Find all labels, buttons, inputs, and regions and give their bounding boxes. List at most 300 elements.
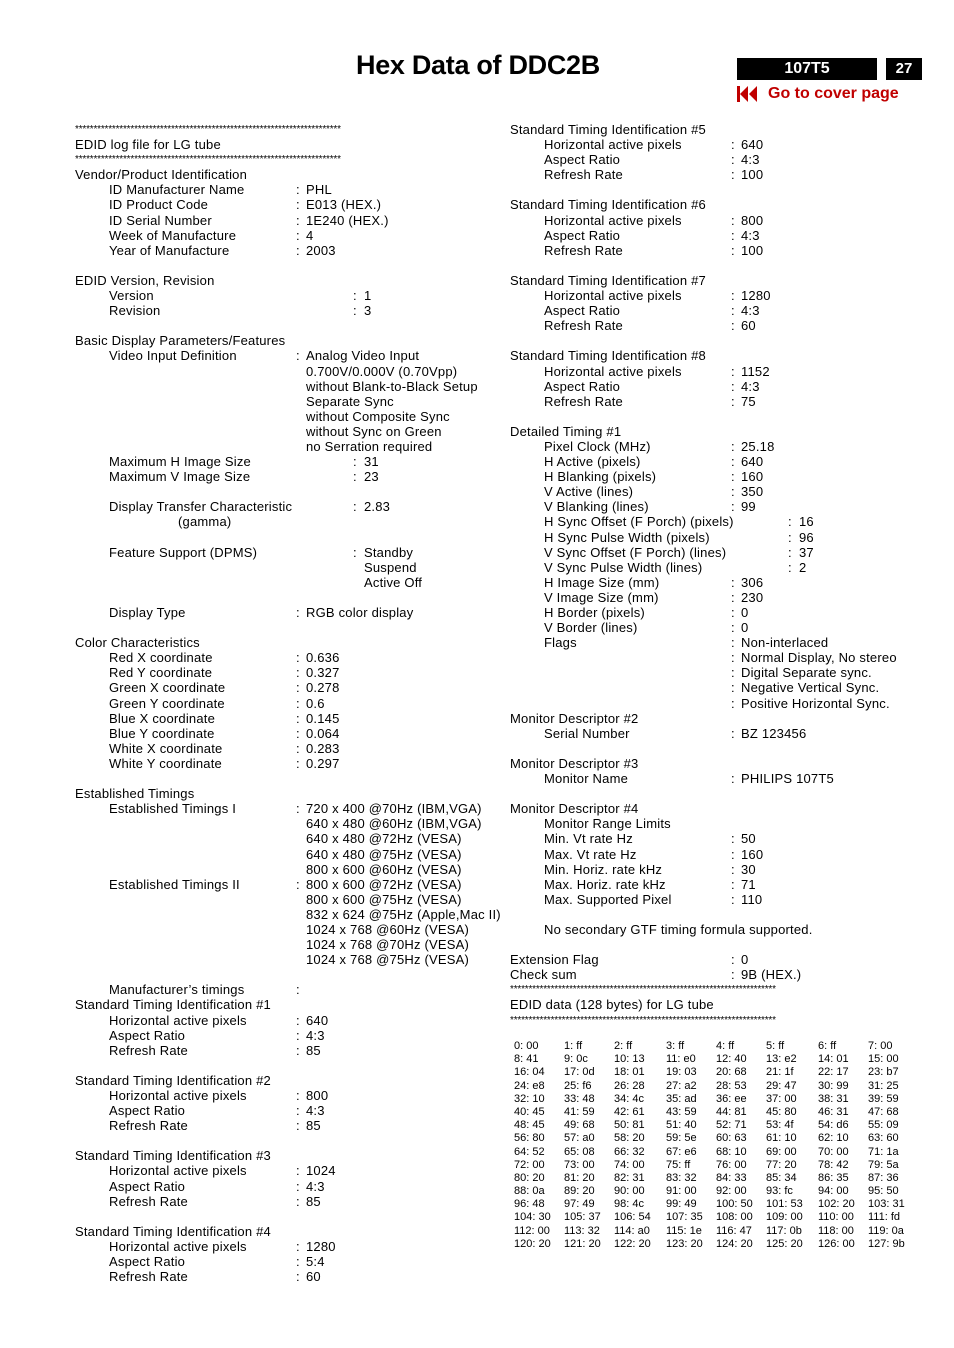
rewind-icon bbox=[737, 86, 759, 102]
colon-separator: : bbox=[296, 1027, 300, 1043]
hex-cell: 10: 13 bbox=[614, 1053, 645, 1066]
field-value: 0 bbox=[741, 952, 749, 968]
section-heading: Standard Timing Identification #1 bbox=[75, 997, 271, 1013]
edid-line bbox=[75, 152, 505, 167]
hex-cell: 79: 5a bbox=[868, 1158, 899, 1171]
field-label: V Image Size (mm) bbox=[544, 589, 659, 605]
hex-cell: 49: 68 bbox=[564, 1119, 595, 1132]
field-value: 2.83 bbox=[364, 499, 391, 515]
hex-cell: 8: 41 bbox=[514, 1053, 539, 1066]
edid-line bbox=[75, 394, 505, 409]
colon-separator: : bbox=[296, 348, 300, 364]
hex-cell: 118: 00 bbox=[818, 1224, 854, 1237]
edid-line bbox=[510, 409, 930, 424]
edid-line bbox=[75, 303, 505, 318]
hex-cell: 39: 59 bbox=[868, 1092, 899, 1105]
hex-cell: 48: 45 bbox=[514, 1119, 545, 1132]
field-label: Aspect Ratio bbox=[544, 378, 621, 394]
hex-cell: 73: 00 bbox=[564, 1158, 595, 1171]
edid-line bbox=[75, 1028, 505, 1043]
hex-cell: 115: 1e bbox=[666, 1224, 702, 1237]
edid-line bbox=[75, 635, 505, 650]
edid-line bbox=[510, 726, 930, 741]
field-label: ID Product Code bbox=[109, 197, 209, 213]
colon-separator: : bbox=[731, 891, 735, 907]
field-value: 4:3 bbox=[306, 1178, 325, 1194]
hex-cell: 113: 32 bbox=[564, 1224, 600, 1237]
edid-line bbox=[75, 484, 505, 499]
hex-cell: 47: 68 bbox=[868, 1105, 899, 1118]
colon-separator: : bbox=[731, 393, 735, 409]
edid-line bbox=[75, 862, 505, 877]
hex-cell: 38: 31 bbox=[818, 1092, 849, 1105]
hex-cell: 25: f6 bbox=[564, 1079, 592, 1092]
edid-line bbox=[75, 726, 505, 741]
edid-line bbox=[510, 318, 930, 333]
hex-cell: 62: 10 bbox=[818, 1132, 849, 1145]
field-value: 350 bbox=[741, 484, 764, 500]
hex-cell: 94: 00 bbox=[818, 1185, 849, 1198]
edid-line bbox=[75, 1254, 505, 1269]
hex-row bbox=[510, 1132, 920, 1145]
field-label: Aspect Ratio bbox=[544, 303, 621, 319]
colon-separator: : bbox=[731, 771, 735, 787]
hex-cell: 117: 0b bbox=[766, 1224, 802, 1237]
field-label: ID Serial Number bbox=[109, 212, 212, 228]
field-label: Green Y coordinate bbox=[109, 695, 225, 711]
hex-cell: 31: 25 bbox=[868, 1079, 899, 1092]
hex-cell: 86: 35 bbox=[818, 1171, 849, 1184]
section-heading: Monitor Descriptor #2 bbox=[510, 710, 639, 726]
field-value: 30 bbox=[741, 861, 756, 877]
colon-separator: : bbox=[353, 469, 357, 485]
colon-separator: : bbox=[731, 499, 735, 515]
edid-line bbox=[75, 1209, 505, 1224]
colon-separator: : bbox=[296, 1193, 300, 1209]
field-value: 640 bbox=[741, 454, 764, 470]
field-value: Negative Vertical Sync. bbox=[741, 680, 880, 696]
colon-separator: : bbox=[296, 695, 300, 711]
edid-line bbox=[510, 530, 930, 545]
hex-cell: 9: 0c bbox=[564, 1053, 588, 1066]
edid-line bbox=[510, 590, 930, 605]
edid-line bbox=[510, 137, 930, 152]
field-label: Max. Supported Pixel bbox=[544, 891, 672, 907]
hex-cell: 2: ff bbox=[614, 1040, 633, 1052]
field-label: Monitor Range Limits bbox=[544, 816, 671, 832]
field-value: without Composite Sync bbox=[306, 408, 450, 424]
field-value: 71 bbox=[741, 876, 756, 892]
colon-separator: : bbox=[296, 1254, 300, 1270]
field-value: 96 bbox=[799, 529, 814, 545]
field-value: 60 bbox=[741, 318, 756, 334]
field-value: 85 bbox=[306, 1042, 321, 1058]
hex-cell: 80: 20 bbox=[514, 1171, 545, 1184]
section-heading: EDID log file for LG tube bbox=[75, 137, 221, 153]
field-value: Positive Horizontal Sync. bbox=[741, 695, 890, 711]
hex-cell: 27: a2 bbox=[666, 1079, 697, 1092]
colon-separator: : bbox=[731, 831, 735, 847]
hex-cell: 64: 52 bbox=[514, 1145, 545, 1158]
edid-line bbox=[75, 333, 505, 348]
hex-cell: 5: ff bbox=[766, 1040, 785, 1052]
field-label: Red Y coordinate bbox=[109, 665, 213, 681]
separator-line: ************************************************************************ bbox=[75, 154, 341, 166]
field-value: 640 x 480 @72Hz (VESA) bbox=[306, 831, 462, 847]
field-label: Blue Y coordinate bbox=[109, 725, 215, 741]
colon-separator: : bbox=[788, 514, 792, 530]
field-label: V Sync Offset (F Porch) (lines) bbox=[544, 544, 727, 560]
section-heading: Standard Timing Identification #2 bbox=[75, 1072, 271, 1088]
hex-cell: 20: 68 bbox=[716, 1066, 747, 1079]
colon-separator: : bbox=[731, 695, 735, 711]
hex-row bbox=[510, 1225, 920, 1238]
field-label: Pixel Clock (MHz) bbox=[544, 438, 651, 454]
field-value: 800 x 600 @72Hz (VESA) bbox=[306, 876, 462, 892]
field-value: RGB color display bbox=[306, 605, 414, 620]
edid-line bbox=[75, 877, 505, 892]
hex-cell: 59: 5e bbox=[666, 1132, 697, 1145]
hex-cell: 85: 34 bbox=[766, 1171, 797, 1184]
field-value: Active Off bbox=[364, 574, 423, 590]
hex-cell: 74: 00 bbox=[614, 1158, 645, 1171]
hex-cell: 33: 48 bbox=[564, 1092, 595, 1105]
hex-row bbox=[510, 1172, 920, 1185]
edid-line bbox=[510, 801, 930, 816]
edid-line bbox=[510, 348, 930, 363]
field-label: Horizontal active pixels bbox=[544, 137, 682, 153]
field-label: (gamma) bbox=[178, 514, 232, 530]
go-to-cover-link[interactable] bbox=[737, 84, 899, 104]
hex-cell: 18: 01 bbox=[614, 1066, 645, 1079]
section-heading: Standard Timing Identification #5 bbox=[510, 122, 706, 137]
hex-row bbox=[510, 1040, 920, 1053]
hex-cell: 32: 10 bbox=[514, 1092, 545, 1105]
hex-cell: 29: 47 bbox=[766, 1079, 797, 1092]
edid-line bbox=[510, 907, 930, 922]
section-heading: Standard Timing Identification #6 bbox=[510, 197, 706, 213]
colon-separator: : bbox=[296, 665, 300, 681]
section-heading: EDID data (128 bytes) for LG tube bbox=[510, 997, 714, 1013]
field-value: 832 x 624 @75Hz (Apple,Mac II) bbox=[306, 906, 501, 922]
hex-cell: 107: 35 bbox=[666, 1211, 703, 1224]
colon-separator: : bbox=[296, 227, 300, 243]
colon-separator: : bbox=[731, 227, 735, 243]
field-label: Horizontal active pixels bbox=[544, 288, 682, 304]
edid-line bbox=[510, 499, 930, 514]
edid-line bbox=[75, 1058, 505, 1073]
colon-separator: : bbox=[731, 167, 735, 183]
colon-separator: : bbox=[296, 725, 300, 741]
field-value: Suspend bbox=[364, 559, 417, 575]
colon-separator: : bbox=[731, 363, 735, 379]
hex-cell: 30: 99 bbox=[818, 1079, 849, 1092]
hex-cell: 12: 40 bbox=[716, 1053, 747, 1066]
field-value: 160 bbox=[741, 846, 764, 862]
edid-line bbox=[510, 379, 930, 394]
hex-row bbox=[510, 1159, 920, 1172]
edid-line bbox=[510, 997, 930, 1012]
hex-row bbox=[510, 1080, 920, 1093]
edid-line bbox=[75, 454, 505, 469]
field-value: Standby bbox=[364, 544, 414, 560]
edid-line bbox=[75, 1179, 505, 1194]
hex-cell: 46: 31 bbox=[818, 1105, 849, 1118]
edid-line bbox=[510, 696, 930, 711]
field-label: H Image Size (mm) bbox=[544, 574, 660, 590]
hex-cell: 13: e2 bbox=[766, 1053, 797, 1066]
colon-separator: : bbox=[731, 665, 735, 681]
field-label: Red X coordinate bbox=[109, 650, 213, 666]
colon-separator: : bbox=[731, 635, 735, 651]
colon-separator: : bbox=[296, 605, 300, 620]
field-label: H Sync Pulse Width (pixels) bbox=[544, 529, 710, 545]
field-value: 1152 bbox=[741, 363, 770, 379]
colon-separator: : bbox=[731, 589, 735, 605]
hex-cell: 88: 0a bbox=[514, 1185, 545, 1198]
colon-separator: : bbox=[731, 288, 735, 304]
field-value: 1024 x 768 @60Hz (VESA) bbox=[306, 921, 470, 937]
edid-line bbox=[510, 364, 930, 379]
edid-line bbox=[510, 786, 930, 801]
field-value: 4:3 bbox=[306, 1027, 325, 1043]
hex-cell: 3: ff bbox=[666, 1040, 685, 1052]
field-value: 99 bbox=[741, 499, 756, 515]
edid-line bbox=[510, 454, 930, 469]
field-value: 800 x 600 @60Hz (VESA) bbox=[306, 861, 462, 877]
hex-cell: 21: 1f bbox=[766, 1066, 794, 1079]
hex-cell: 50: 81 bbox=[614, 1119, 645, 1132]
hex-cell: 109: 00 bbox=[766, 1211, 803, 1224]
field-value: 306 bbox=[741, 574, 764, 590]
edid-line bbox=[75, 258, 505, 273]
colon-separator: : bbox=[731, 846, 735, 862]
field-value: without Sync on Green bbox=[306, 423, 442, 439]
edid-line bbox=[510, 167, 930, 182]
edid-line bbox=[75, 786, 505, 801]
edid-line bbox=[510, 575, 930, 590]
edid-line bbox=[510, 439, 930, 454]
edid-line bbox=[75, 1013, 505, 1028]
section-heading: Standard Timing Identification #7 bbox=[510, 272, 706, 288]
edid-line bbox=[75, 514, 505, 529]
hex-cell: 78: 42 bbox=[818, 1158, 849, 1171]
hex-cell: 58: 20 bbox=[614, 1132, 645, 1145]
edid-line bbox=[510, 816, 930, 831]
hex-cell: 76: 00 bbox=[716, 1158, 747, 1171]
edid-line bbox=[75, 620, 505, 635]
field-value: 85 bbox=[306, 1118, 321, 1134]
hex-cell: 51: 40 bbox=[666, 1119, 697, 1132]
colon-separator: : bbox=[731, 574, 735, 590]
edid-line bbox=[510, 620, 930, 635]
field-value: 110 bbox=[741, 891, 763, 907]
separator-line: ************************************************************************ bbox=[510, 1014, 776, 1026]
edid-line bbox=[75, 1163, 505, 1178]
edid-line bbox=[510, 560, 930, 575]
colon-separator: : bbox=[731, 861, 735, 877]
hex-cell: 63: 60 bbox=[868, 1132, 899, 1145]
edid-line bbox=[510, 213, 930, 228]
edid-line bbox=[75, 907, 505, 922]
colon-separator: : bbox=[353, 288, 357, 304]
edid-line bbox=[75, 590, 505, 605]
edid-line bbox=[75, 967, 505, 982]
edid-line bbox=[510, 182, 930, 197]
field-label: Maximum H Image Size bbox=[109, 454, 251, 470]
edid-line bbox=[510, 741, 930, 756]
colon-separator: : bbox=[731, 152, 735, 168]
edid-line bbox=[75, 197, 505, 212]
field-label: Year of Manufacture bbox=[109, 242, 230, 258]
hex-cell: 92: 00 bbox=[716, 1185, 747, 1198]
field-label: Refresh Rate bbox=[109, 1269, 188, 1285]
hex-row bbox=[510, 1106, 920, 1119]
field-value: Separate Sync bbox=[306, 393, 394, 409]
edid-line bbox=[510, 982, 930, 997]
edid-line bbox=[75, 771, 505, 786]
field-label: Revision bbox=[109, 303, 161, 319]
field-value: 0.278 bbox=[306, 680, 340, 696]
field-value: E013 (HEX.) bbox=[306, 197, 382, 213]
colon-separator: : bbox=[296, 650, 300, 666]
hex-cell: 84: 33 bbox=[716, 1171, 747, 1184]
hex-cell: 53: 4f bbox=[766, 1119, 794, 1132]
field-value: 4:3 bbox=[306, 1103, 325, 1119]
field-value: 4 bbox=[306, 227, 314, 243]
hex-row bbox=[510, 1066, 920, 1079]
hex-cell: 16: 04 bbox=[514, 1066, 545, 1079]
hex-cell: 108: 00 bbox=[716, 1211, 753, 1224]
section-heading: Monitor Descriptor #3 bbox=[510, 755, 639, 771]
colon-separator: : bbox=[731, 454, 735, 470]
hex-cell: 37: 00 bbox=[766, 1092, 797, 1105]
edid-line bbox=[75, 680, 505, 695]
section-heading: Basic Display Parameters/Features bbox=[75, 333, 286, 349]
edid-line bbox=[75, 1043, 505, 1058]
field-label: Horizontal active pixels bbox=[109, 1238, 247, 1254]
field-label: Refresh Rate bbox=[109, 1193, 188, 1209]
field-label: Version bbox=[109, 288, 154, 304]
field-value: 16 bbox=[799, 514, 814, 530]
hex-cell: 125: 20 bbox=[766, 1237, 803, 1250]
hex-cell: 0: 00 bbox=[514, 1040, 539, 1052]
field-label: Green X coordinate bbox=[109, 680, 226, 696]
field-label: Horizontal active pixels bbox=[109, 1163, 247, 1179]
field-label: V Border (lines) bbox=[544, 620, 638, 636]
hex-cell: 61: 10 bbox=[766, 1132, 797, 1145]
field-label: Maximum V Image Size bbox=[109, 469, 251, 485]
field-value: 100 bbox=[741, 167, 764, 183]
edid-line bbox=[75, 348, 505, 363]
section-heading: Monitor Descriptor #4 bbox=[510, 801, 639, 817]
section-heading: Standard Timing Identification #4 bbox=[75, 1223, 271, 1239]
field-label: Feature Support (DPMS) bbox=[109, 544, 258, 560]
edid-line bbox=[75, 937, 505, 952]
hex-cell: 14: 01 bbox=[818, 1053, 849, 1066]
field-value: 0 bbox=[741, 620, 749, 636]
field-value: 23 bbox=[364, 469, 379, 485]
field-label: H Border (pixels) bbox=[544, 605, 645, 620]
edid-left-column bbox=[75, 122, 505, 1284]
edid-line bbox=[75, 243, 505, 258]
edid-line bbox=[75, 1194, 505, 1209]
edid-line bbox=[75, 1133, 505, 1148]
edid-line bbox=[510, 771, 930, 786]
hex-cell: 97: 49 bbox=[564, 1198, 595, 1211]
hex-cell: 44: 81 bbox=[716, 1105, 747, 1118]
section-heading: EDID Version, Revision bbox=[75, 272, 215, 288]
edid-line bbox=[510, 922, 930, 937]
hex-cell: 43: 59 bbox=[666, 1105, 697, 1118]
colon-separator: : bbox=[353, 544, 357, 560]
hex-cell: 83: 32 bbox=[666, 1171, 697, 1184]
hex-cell: 91: 00 bbox=[666, 1185, 697, 1198]
field-value: 1 bbox=[364, 288, 372, 304]
colon-separator: : bbox=[296, 1118, 300, 1134]
edid-line bbox=[75, 1269, 505, 1284]
hex-cell: 95: 50 bbox=[868, 1185, 899, 1198]
field-value: 1024 bbox=[306, 1163, 336, 1179]
hex-cell: 1: ff bbox=[564, 1040, 583, 1052]
edid-line bbox=[510, 303, 930, 318]
field-label: ID Manufacturer Name bbox=[109, 182, 245, 198]
hex-cell: 98: 4c bbox=[614, 1198, 644, 1211]
section-heading: Standard Timing Identification #8 bbox=[510, 348, 706, 364]
field-value: PHILIPS 107T5 bbox=[741, 771, 834, 787]
hex-cell: 45: 80 bbox=[766, 1105, 797, 1118]
section-heading: Color Characteristics bbox=[75, 635, 200, 651]
field-value: 800 bbox=[741, 212, 764, 228]
field-value: 4:3 bbox=[741, 227, 760, 243]
edid-line bbox=[75, 696, 505, 711]
colon-separator: : bbox=[296, 1163, 300, 1179]
field-value: 0.145 bbox=[306, 710, 340, 726]
hex-cell: 110: 00 bbox=[818, 1211, 854, 1224]
hex-cell: 40: 45 bbox=[514, 1105, 545, 1118]
field-label: Min. Horiz. rate kHz bbox=[544, 861, 663, 877]
edid-line bbox=[75, 530, 505, 545]
edid-line bbox=[75, 982, 505, 997]
hex-cell: 127: 9b bbox=[868, 1237, 905, 1250]
edid-line bbox=[75, 364, 505, 379]
page-number-badge: 27 bbox=[886, 58, 922, 80]
colon-separator: : bbox=[296, 801, 300, 817]
field-value: 640 bbox=[741, 137, 764, 153]
hex-cell: 67: e6 bbox=[666, 1145, 697, 1158]
field-value: 640 bbox=[306, 1012, 329, 1028]
field-value: no Serration required bbox=[306, 438, 433, 454]
field-label: Horizontal active pixels bbox=[109, 1012, 247, 1028]
field-label: Refresh Rate bbox=[544, 242, 623, 258]
field-label: Check sum bbox=[510, 967, 577, 983]
field-value: 85 bbox=[306, 1193, 321, 1209]
edid-line bbox=[75, 379, 505, 394]
hex-row bbox=[510, 1238, 920, 1251]
hex-row bbox=[510, 1185, 920, 1198]
field-label: Established Timings II bbox=[109, 876, 240, 892]
hex-cell: 116: 47 bbox=[716, 1224, 752, 1237]
field-value: BZ 123456 bbox=[741, 725, 807, 741]
field-value: 160 bbox=[741, 469, 764, 485]
edid-line bbox=[510, 243, 930, 258]
colon-separator: : bbox=[788, 559, 792, 575]
colon-separator: : bbox=[296, 1012, 300, 1028]
hex-cell: 15: 00 bbox=[868, 1053, 899, 1066]
edid-line bbox=[75, 273, 505, 288]
edid-line bbox=[75, 801, 505, 816]
field-value: 0.283 bbox=[306, 740, 340, 756]
